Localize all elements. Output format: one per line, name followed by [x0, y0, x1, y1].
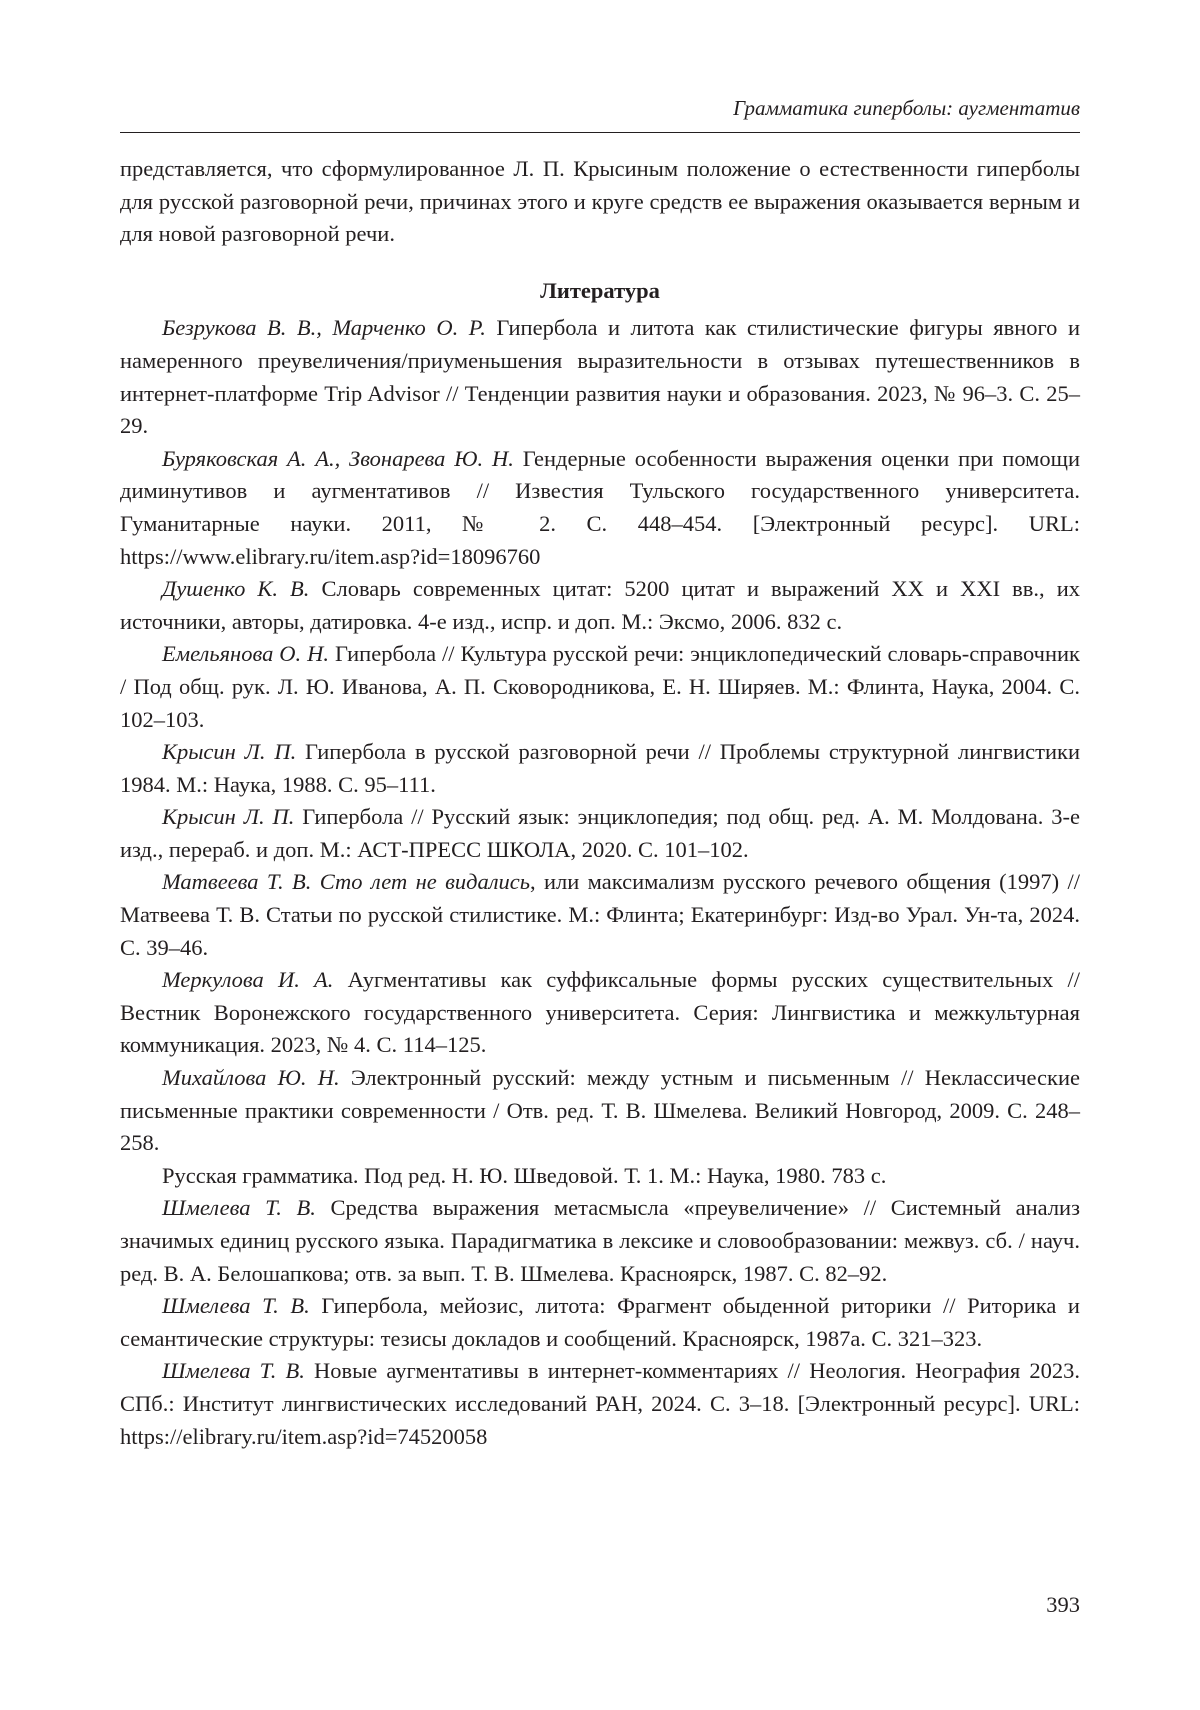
reference-entry — [120, 866, 1080, 964]
reference-entry — [120, 1062, 1080, 1160]
reference-author: Шмелева Т. В. — [162, 1358, 305, 1384]
reference-text: Словарь современных цитат: 5200 цитат и выражений XX и XXI вв., их источники, авторы, датировка. 4-е изд., испр. и доп. М.: Эксмо, 2006. 832 с. — [120, 576, 1080, 634]
reference-text: Новые аугментативы в интернет-комментариях // Неология. Неография 2023. СПб.: Институт лингвистических исследований РАН, 2024. С. 3–18. [Электронный ресурс]. URL: https://elibrary.ru/item.asp?id=74520058 — [120, 1358, 1080, 1449]
reference-entry — [120, 964, 1080, 1062]
reference-entry — [120, 1355, 1080, 1453]
reference-entry — [120, 736, 1080, 801]
reference-author: Михайлова Ю. Н. — [162, 1065, 340, 1091]
reference-entry — [120, 573, 1080, 638]
page-content — [120, 153, 1080, 1453]
reference-entry — [120, 1290, 1080, 1355]
reference-author: Шмелева Т. В. — [162, 1293, 310, 1319]
page-number: 393 — [1046, 1592, 1080, 1617]
reference-text: Русская грамматика. Под ред. Н. Ю. Шведовой. Т. 1. М.: Наука, 1980. 783 с. — [162, 1162, 887, 1188]
reference-text: Электронный русский: между устным и письменным // Неклассические письменные практики современности / Отв. ред. Т. В. Шмелева. Великий Новгород, 2009. С. 248–258. — [120, 1065, 1080, 1156]
header-rule — [120, 132, 1080, 133]
reference-author: Безрукова В. В., Марченко О. Р. — [162, 315, 486, 341]
intro-paragraph: представляется, что сформулированное Л. П. Крысиным положение о естественности гиперболы для русской разговорной речи, причинах этого и круге средств ее выражения оказывается верным и для новой разговорной речи. — [120, 156, 1080, 247]
reference-author: Крысин Л. П. — [162, 804, 295, 830]
running-header: Грамматика гиперболы: аугментатив — [733, 96, 1080, 120]
references-list — [120, 312, 1080, 1453]
reference-text: Аугментативы как суффиксальные формы русских существительных // Вестник Воронежского государственного университета. Серия: Лингвистика и межкультурная коммуникация. 2023, № 4. С. 114–125. — [120, 967, 1081, 1058]
reference-entry — [120, 443, 1080, 573]
reference-text: Гипербола // Русский язык: энциклопедия; под общ. ред. А. М. Молдована. 3-е изд., перераб. и доп. М.: АСТ-ПРЕСС ШКОЛА, 2020. С. 101–102. — [120, 804, 1080, 862]
reference-entry — [120, 638, 1080, 736]
reference-text: Средства выражения метасмысла «преувеличение» // Системный анализ значимых единиц русского языка. Парадигматика в лексике и словообразовании: межвуз. сб. / науч. ред. В. А. Белошапкова; отв. за вып. Т. В. Шмелева. Красноярск, 1987. С. 82–92. — [120, 1195, 1080, 1286]
reference-text: Гипербола и литота как стилистические фигуры явного и намеренного преувеличения/приуменьшения выразительности в отзывах путешественников в интернет-платформе Trip Advisor // Тенденции развития науки и образования. 2023, № 96–3. С. 25–29. — [120, 315, 1080, 439]
reference-author: Буряковская А. А., Звонарева Ю. Н. — [162, 445, 514, 471]
reference-text: Гипербола // Культура русской речи: энциклопедический словарь-справочник / Под общ. рук. Л. Ю. Иванова, А. П. Сковородникова, Е. Н. Ширяев. М.: Флинта, Наука, 2004. С. 102–103. — [120, 641, 1080, 732]
reference-entry — [120, 801, 1080, 866]
reference-text: Гипербола в русской разговорной речи // Проблемы структурной лингвистики 1984. М.: Наука, 1988. С. 95–111. — [120, 739, 1080, 797]
reference-entry — [120, 1160, 1080, 1193]
reference-author: Емельянова О. Н. — [162, 641, 330, 667]
reference-text: Гипербола, мейозис, литота: Фрагмент обыденной риторики // Риторика и семантические структуры: тезисы докладов и сообщений. Красноярск, 1987а. С. 321–323. — [120, 1293, 1080, 1351]
reference-italic-title: Сто лет не видались — [311, 869, 531, 895]
reference-author: Душенко К. В. — [162, 576, 310, 602]
reference-author: Крысин Л. П. — [162, 739, 297, 765]
reference-author: Меркулова И. А. — [162, 967, 334, 993]
references-heading: Литература — [540, 277, 660, 303]
reference-text: , или максимализм русского речевого общения (1997) // Матвеева Т. В. Статьи по русской стилистике. М.: Флинта; Екатеринбург: Изд-во Урал. Ун-та, 2024. С. 39–46. — [120, 869, 1080, 960]
reference-entry — [120, 1192, 1080, 1290]
reference-author: Шмелева Т. В. — [162, 1195, 316, 1221]
reference-author: Матвеева Т. В. — [162, 869, 312, 895]
reference-entry — [120, 312, 1080, 442]
reference-text: Гендерные особенности выражения оценки при помощи диминутивов и аугментативов // Известия Тульского государственного университета. Гуманитарные науки. 2011, № 2. С. 448–454. [Электронный ресурс]. URL: https://www.elibrary.ru/item.asp?id=18096760 — [120, 445, 1080, 569]
